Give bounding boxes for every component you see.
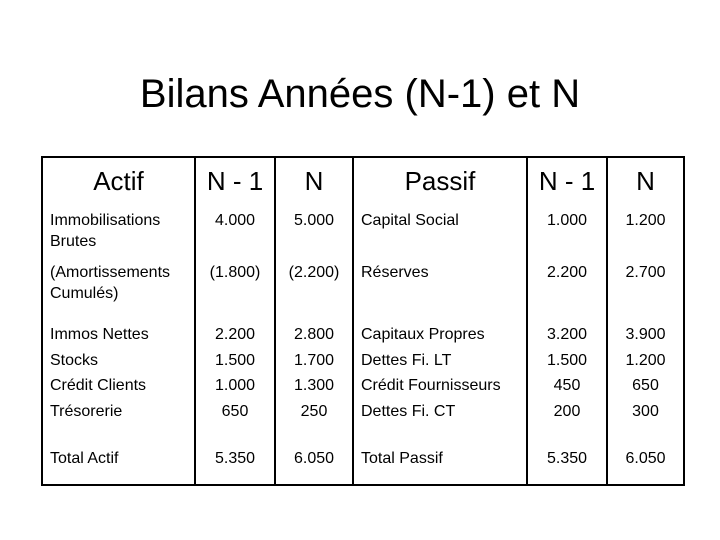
table-row [43, 258, 683, 314]
passif-n1-value [527, 204, 607, 258]
cell-line: 300 [632, 402, 659, 420]
actif-label [43, 314, 195, 433]
cell-line: Réserves [361, 263, 429, 281]
cell-line: 650 [221, 402, 249, 420]
cell-line: Immos Nettes [50, 326, 149, 344]
passif-n1-value [527, 258, 607, 314]
cell-line: Brutes [50, 233, 97, 250]
cell-line: 5.000 [293, 212, 335, 229]
header-passif-n1: N - 1 [527, 158, 607, 204]
header-actif-n1: N - 1 [195, 158, 275, 204]
passif-label [353, 314, 527, 433]
cell-line: (2.200) [288, 263, 340, 281]
cell-line: 250 [300, 402, 328, 420]
table-row [43, 314, 683, 433]
passif-label [353, 258, 527, 314]
passif-n1-value [527, 314, 607, 433]
header-actif-n: N [275, 158, 353, 204]
table-row [43, 204, 683, 258]
cell-line: Crédit Clients [50, 377, 147, 395]
cell-line: Crédit Fournisseurs [361, 377, 501, 395]
cell-line: Dettes Fi. LT [361, 351, 452, 369]
actif-label [43, 204, 195, 258]
cell-line: 1.700 [293, 351, 335, 369]
cell-line: Stocks [50, 351, 99, 369]
cell-line: 1.200 [625, 212, 666, 229]
cell-line: 1.300 [293, 377, 335, 395]
cell-line: Capital Social [361, 212, 459, 229]
cell-line: Total Passif [361, 449, 443, 467]
cell-line: 1.000 [214, 377, 256, 395]
cell-line: 4.000 [214, 212, 256, 229]
cell-line: 650 [632, 377, 659, 395]
slide-title: Bilans Années (N-1) et N [139, 72, 581, 116]
passif-n1-value [527, 432, 607, 484]
cell-line: Dettes Fi. CT [361, 402, 456, 420]
cell-line: 450 [553, 377, 581, 395]
cell-line: 5.350 [214, 449, 256, 467]
actif-n-value [275, 204, 353, 258]
cell-line: Immobilisations [50, 212, 161, 229]
actif-label [43, 258, 195, 314]
balance-sheet-table [41, 156, 685, 486]
cell-line: (Amortissements [50, 263, 171, 281]
actif-n1-value [195, 314, 275, 433]
passif-n-value [607, 258, 683, 314]
header-actif: Actif [93, 165, 144, 196]
passif-label [353, 432, 527, 484]
cell-line: 1.200 [625, 351, 666, 369]
actif-n-value [275, 432, 353, 484]
passif-n-value [607, 204, 683, 258]
cell-line: 1.500 [546, 351, 588, 369]
cell-line: 200 [553, 402, 581, 420]
cell-line: 2.700 [625, 263, 666, 281]
total-row [43, 432, 683, 484]
header-passif-n: N [607, 158, 683, 204]
cell-line: Cumulés) [50, 284, 119, 302]
actif-n1-value [195, 204, 275, 258]
cell-line: 3.200 [546, 326, 588, 344]
cell-line: 1.000 [546, 212, 588, 229]
cell-line: 1.500 [214, 351, 256, 369]
cell-line: 6.050 [293, 449, 335, 467]
cell-line: Trésorerie [50, 402, 123, 420]
actif-label [43, 432, 195, 484]
header-passif: Passif [353, 158, 527, 204]
cell-line: 3.900 [625, 326, 666, 344]
actif-n1-value [195, 432, 275, 484]
cell-line: 2.800 [293, 326, 335, 344]
passif-label [353, 204, 527, 258]
cell-line: 6.050 [625, 449, 666, 467]
header-row [43, 158, 683, 204]
cell-line: 2.200 [214, 326, 256, 344]
passif-n-value [607, 314, 683, 433]
actif-n-value [275, 314, 353, 433]
cell-line: 2.200 [546, 263, 588, 281]
actif-n1-value [195, 258, 275, 314]
cell-line: (1.800) [209, 263, 261, 281]
cell-line: 5.350 [546, 449, 588, 467]
cell-line: Total Actif [50, 449, 119, 467]
passif-n-value [607, 432, 683, 484]
actif-n-value [275, 258, 353, 314]
cell-line: Capitaux Propres [361, 326, 485, 344]
